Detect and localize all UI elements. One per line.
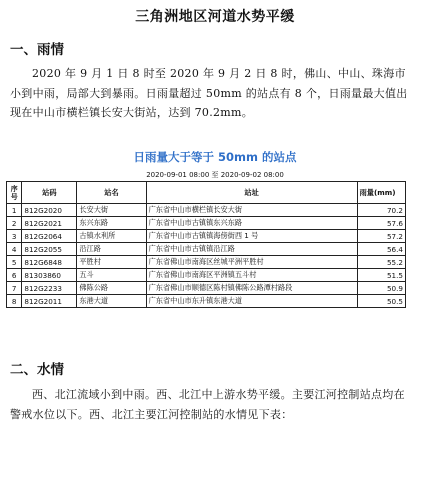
cell-seq: 1 — [7, 204, 22, 217]
table-row — [7, 282, 406, 295]
cell-rainfall: 70.2 — [357, 204, 405, 217]
table-header-row — [7, 182, 406, 204]
cell-rainfall: 50.5 — [357, 295, 405, 308]
water-paragraph — [10, 385, 410, 424]
cell-code: 812G2021 — [22, 217, 77, 230]
cell-seq: 2 — [7, 217, 22, 230]
cell-rainfall: 55.2 — [357, 256, 405, 269]
cell-name: 沿江路 — [77, 243, 146, 256]
cell-name: 佛陈公路 — [77, 282, 146, 295]
cell-rainfall: 57.2 — [357, 230, 405, 243]
cell-address: 广东省佛山市顺德区陈村镇佛陈公路潭村路段 — [146, 282, 357, 295]
cell-code: 812G2020 — [22, 204, 77, 217]
cell-code: 812G2055 — [22, 243, 77, 256]
header-code: 站码 — [22, 182, 77, 204]
cell-rainfall: 50.9 — [357, 282, 405, 295]
table-row — [7, 243, 406, 256]
cell-code: 812G2064 — [22, 230, 77, 243]
header-seq: 序 号 — [7, 182, 22, 204]
cell-address: 广东省中山市横栏镇长安大街 — [146, 204, 357, 217]
rain-paragraph-text: 2020 年 9 月 1 日 8 时至 2020 年 9 月 2 日 8 时，佛山、中山、珠海市小到中雨，局部大到暴雨。日雨量超过 50mm 的站点有 8 个，日雨量最大值出现在中山市横栏镇长安大街站，达到 70.2mm。 — [10, 67, 408, 119]
cell-seq: 6 — [7, 269, 22, 282]
table-row — [7, 295, 406, 308]
cell-seq: 4 — [7, 243, 22, 256]
cell-address: 广东省中山市古镇镇东兴东路 — [146, 217, 357, 230]
cell-name: 长安大街 — [77, 204, 146, 217]
table-row — [7, 269, 406, 282]
section-heading-rain: 一、雨情 — [10, 42, 64, 58]
cell-seq: 7 — [7, 282, 22, 295]
table-row — [7, 217, 406, 230]
cell-address: 广东省佛山市南海区平洲镇五斗村 — [146, 269, 357, 282]
table-row — [7, 230, 406, 243]
cell-address: 广东省中山市古镇镇沿江路 — [146, 243, 357, 256]
cell-rainfall: 51.5 — [357, 269, 405, 282]
water-paragraph-text: 西、北江流域小到中雨。西、北江中上游水势平缓。主要江河控制站点均在警戒水位以下。西、北江主要江河控制站的水情见下表： — [10, 388, 405, 421]
header-rainfall: 雨量(mm) — [357, 182, 405, 204]
table-subtitle: 2020-09-01 08:00 至 2020-09-02 08:00 — [146, 171, 284, 179]
rainfall-table — [6, 181, 406, 308]
cell-name: 平胜村 — [77, 256, 146, 269]
table-row — [7, 256, 406, 269]
cell-name: 东港大道 — [77, 295, 146, 308]
cell-code: 812G2233 — [22, 282, 77, 295]
cell-name: 古镇水利所 — [77, 230, 146, 243]
cell-address: 广东省佛山市南海区丝城平洲平胜村 — [146, 256, 357, 269]
cell-rainfall: 56.4 — [357, 243, 405, 256]
cell-address: 广东省中山市古镇镇海傍街西 1 号 — [146, 230, 357, 243]
cell-name: 东兴东路 — [77, 217, 146, 230]
rain-paragraph — [10, 64, 410, 123]
cell-seq: 5 — [7, 256, 22, 269]
cell-rainfall: 57.6 — [357, 217, 405, 230]
header-address: 站址 — [146, 182, 357, 204]
document-title: 三角洲地区河道水势平缓 — [135, 9, 295, 25]
cell-code: 812G2011 — [22, 295, 77, 308]
header-name: 站名 — [77, 182, 146, 204]
cell-code: 81303860 — [22, 269, 77, 282]
cell-seq: 3 — [7, 230, 22, 243]
cell-code: 812G6848 — [22, 256, 77, 269]
cell-address: 广东省中山市东升镇东港大道 — [146, 295, 357, 308]
section-heading-water: 二、水情 — [10, 362, 64, 378]
cell-name: 五斗 — [77, 269, 146, 282]
table-title: 日雨量大于等于 50mm 的站点 — [133, 150, 297, 164]
cell-seq: 8 — [7, 295, 22, 308]
table-row — [7, 204, 406, 217]
